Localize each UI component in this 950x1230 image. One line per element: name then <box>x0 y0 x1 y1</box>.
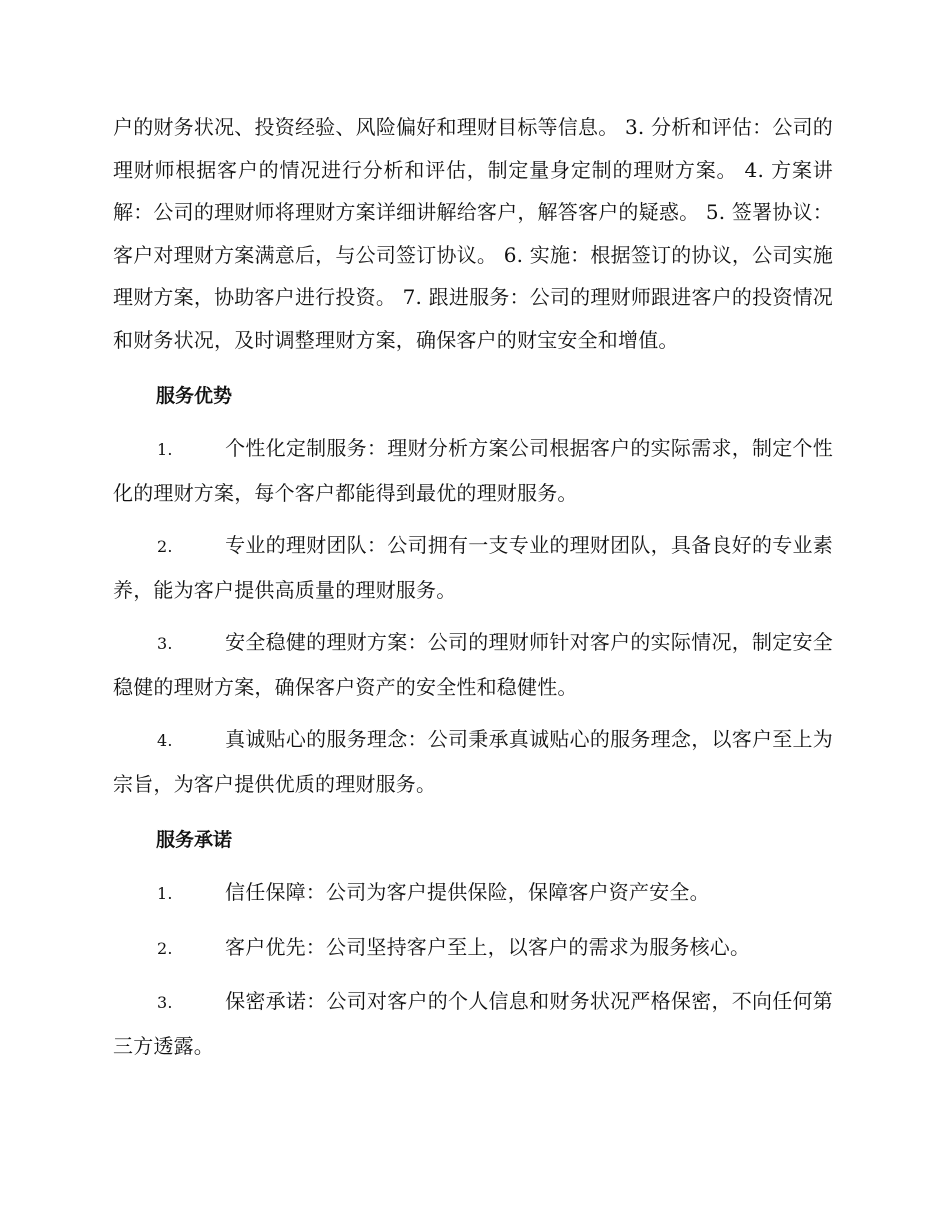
list-item-text: 真诚贴心的服务理念：公司秉承真诚贴心的服务理念，以客户至上为宗旨，为客户提供优质的理财服务。 <box>113 727 833 796</box>
commitment-item-1 <box>113 871 833 916</box>
list-number: 2. <box>157 938 173 958</box>
list-item-text: 保密承诺：公司对客户的个人信息和财务状况严格保密，不向任何第三方透露。 <box>113 989 833 1058</box>
list-item-text: 客户优先：公司坚持客户至上，以客户的需求为服务核心。 <box>225 934 751 959</box>
advantage-item-2 <box>113 524 833 611</box>
list-item-text: 专业的理财团队：公司拥有一支专业的理财团队，具备良好的专业素养，能为客户提供高质量的理财服务。 <box>113 533 833 602</box>
commitment-item-2 <box>113 926 833 971</box>
section-heading-advantages: 服务优势 <box>156 385 233 407</box>
list-number: 3. <box>157 634 173 653</box>
document-body <box>113 106 833 1067</box>
advantage-item-4 <box>113 718 833 805</box>
list-number: 3. <box>157 993 173 1012</box>
process-paragraph: 户的财务状况、投资经验、风险偏好和理财目标等信息。 3. 分析和评估：公司的理财师根据客户的情况进行分析和评估，制定量身定制的理财方案。 4. 方案讲解：公司的理财师将理财方案详细讲解给客户，解答客户的疑惑。 5. 签署协议：客户对理财方案满意后，与公司签订协议。 6. 实施：根据签订的协议，公司实施理财方案，协助客户进行投资。 7. 跟进服务：公司的理财师跟进客户的投资情况和财务状况，及时调整理财方案，确保客户的财宝安全和增值。 <box>113 115 833 352</box>
list-number: 1. <box>157 440 173 459</box>
list-item-text: 个性化定制服务：理财分析方案公司根据客户的实际需求，制定个性化的理财方案，每个客户都能得到最优的理财服务。 <box>113 436 833 505</box>
list-item-text: 信任保障：公司为客户提供保险，保障客户资产安全。 <box>225 880 710 904</box>
list-number: 2. <box>157 537 173 556</box>
section-heading-commitments: 服务承诺 <box>156 829 233 851</box>
list-number: 4. <box>157 731 173 750</box>
commitment-item-3 <box>113 980 833 1067</box>
list-item-text: 安全稳健的理财方案：公司的理财师针对客户的实际情况，制定安全稳健的理财方案，确保客户资产的安全性和稳健性。 <box>113 630 833 699</box>
list-number: 1. <box>157 884 173 903</box>
advantage-item-1 <box>113 427 833 514</box>
advantage-item-3 <box>113 621 833 708</box>
